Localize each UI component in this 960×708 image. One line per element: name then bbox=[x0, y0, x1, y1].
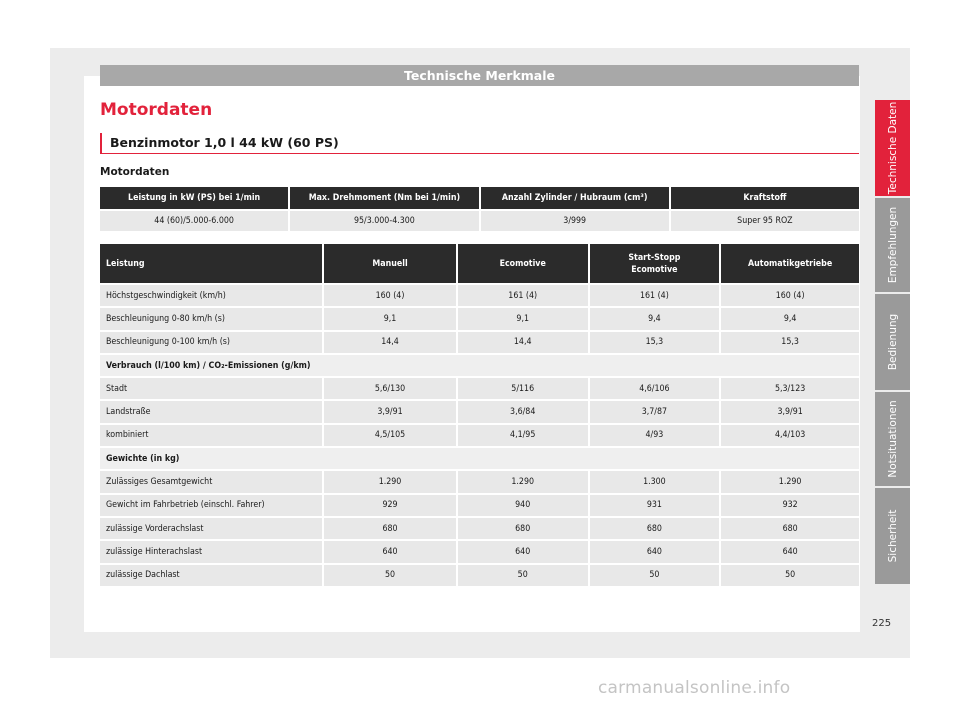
table-cell: 15,3 bbox=[590, 332, 720, 353]
side-tab-label: Sicherheit bbox=[886, 509, 899, 563]
table-cell: 161 (4) bbox=[458, 285, 588, 306]
table-cell: 3,9/91 bbox=[324, 401, 456, 422]
side-tab-bedienung[interactable] bbox=[875, 294, 910, 390]
side-tab-technische-daten[interactable] bbox=[875, 100, 910, 196]
engine-header-power: Leistung in kW (PS) bei 1/min bbox=[100, 187, 288, 209]
table-row bbox=[100, 211, 859, 231]
table-cell: 9,1 bbox=[324, 308, 456, 329]
side-tab-sicherheit[interactable] bbox=[875, 488, 910, 584]
table-cell: 3,6/84 bbox=[458, 401, 588, 422]
performance-table-header-row bbox=[100, 244, 859, 283]
engine-fuel-value: Super 95 ROZ bbox=[671, 211, 859, 231]
perf-header-leistung: Leistung bbox=[100, 244, 322, 283]
table-cell: 1.290 bbox=[458, 471, 588, 492]
engine-torque-value: 95/3.000-4.300 bbox=[290, 211, 478, 231]
group-row-weights bbox=[100, 448, 859, 469]
side-tab-label: Bedienung bbox=[886, 313, 899, 371]
table-cell: 9,4 bbox=[721, 308, 859, 329]
watermark-text: carmanualsonline.info bbox=[598, 678, 791, 698]
row-label: Beschleunigung 0-80 km/h (s) bbox=[100, 308, 322, 329]
table-cell: 1.300 bbox=[590, 471, 720, 492]
table-row bbox=[100, 518, 859, 539]
row-label: zulässige Hinterachslast bbox=[100, 541, 322, 562]
side-tab-label: Notsituationen bbox=[886, 400, 899, 478]
side-tab-empfehlungen[interactable] bbox=[875, 198, 910, 292]
side-tab-label: Empfehlungen bbox=[886, 206, 899, 284]
perf-header-start-stopp-label: Start-Stopp Ecomotive bbox=[628, 252, 681, 275]
engine-power-value: 44 (60)/5.000-6.000 bbox=[100, 211, 288, 231]
table-cell: 680 bbox=[721, 518, 859, 539]
group-label-weights: Gewichte (in kg) bbox=[100, 448, 859, 469]
table-cell: 4,4/103 bbox=[721, 425, 859, 446]
table-row bbox=[100, 308, 859, 329]
chapter-header: Technische Merkmale bbox=[100, 65, 859, 86]
table-cell: 680 bbox=[324, 518, 456, 539]
perf-header-ecomotive: Ecomotive bbox=[458, 244, 588, 283]
table-cell: 15,3 bbox=[721, 332, 859, 353]
table-cell: 640 bbox=[458, 541, 588, 562]
side-tab-notsituationen[interactable] bbox=[875, 392, 910, 486]
table-cell: 160 (4) bbox=[324, 285, 456, 306]
table-cell: 932 bbox=[721, 495, 859, 516]
engine-table bbox=[98, 185, 861, 233]
table-cell: 14,4 bbox=[324, 332, 456, 353]
section-label: Motordaten bbox=[100, 166, 170, 178]
table-cell: 5/116 bbox=[458, 378, 588, 399]
perf-header-start-stopp bbox=[590, 244, 720, 283]
engine-header-cylinders: Anzahl Zylinder / Hubraum (cm³) bbox=[481, 187, 669, 209]
table-cell: 160 (4) bbox=[721, 285, 859, 306]
perf-header-manuell: Manuell bbox=[324, 244, 456, 283]
engine-header-fuel: Kraftstoff bbox=[671, 187, 859, 209]
table-row bbox=[100, 471, 859, 492]
subtitle-block bbox=[100, 133, 859, 154]
row-label: Landstraße bbox=[100, 401, 322, 422]
table-cell: 4/93 bbox=[590, 425, 720, 446]
table-cell: 640 bbox=[324, 541, 456, 562]
page-number: 225 bbox=[872, 618, 892, 629]
side-tab-label: Technische Daten bbox=[886, 101, 899, 195]
row-label: Zulässiges Gesamtgewicht bbox=[100, 471, 322, 492]
table-cell: 4,1/95 bbox=[458, 425, 588, 446]
table-cell: 4,5/105 bbox=[324, 425, 456, 446]
table-cell: 1.290 bbox=[721, 471, 859, 492]
performance-table bbox=[98, 242, 861, 588]
table-cell: 640 bbox=[721, 541, 859, 562]
table-cell: 931 bbox=[590, 495, 720, 516]
engine-subtitle: Benzinmotor 1,0 l 44 kW (60 PS) bbox=[110, 135, 339, 150]
table-cell: 680 bbox=[458, 518, 588, 539]
table-cell: 9,4 bbox=[590, 308, 720, 329]
page-title: Motordaten bbox=[100, 100, 213, 120]
row-label: zulässige Vorderachslast bbox=[100, 518, 322, 539]
table-cell: 161 (4) bbox=[590, 285, 720, 306]
table-cell: 680 bbox=[590, 518, 720, 539]
engine-header-torque: Max. Drehmoment (Nm bei 1/min) bbox=[290, 187, 478, 209]
table-row bbox=[100, 332, 859, 353]
table-row bbox=[100, 565, 859, 586]
table-cell: 940 bbox=[458, 495, 588, 516]
table-cell: 1.290 bbox=[324, 471, 456, 492]
row-label: Beschleunigung 0-100 km/h (s) bbox=[100, 332, 322, 353]
table-cell: 640 bbox=[590, 541, 720, 562]
row-label: Gewicht im Fahrbetrieb (einschl. Fahrer) bbox=[100, 495, 322, 516]
perf-header-automatik: Automatikgetriebe bbox=[721, 244, 859, 283]
table-cell: 50 bbox=[721, 565, 859, 586]
table-row bbox=[100, 425, 859, 446]
table-cell: 50 bbox=[590, 565, 720, 586]
row-label: kombiniert bbox=[100, 425, 322, 446]
table-cell: 4,6/106 bbox=[590, 378, 720, 399]
row-label: Höchstgeschwindigkeit (km/h) bbox=[100, 285, 322, 306]
table-row bbox=[100, 378, 859, 399]
engine-cylinders-value: 3/999 bbox=[481, 211, 669, 231]
table-cell: 14,4 bbox=[458, 332, 588, 353]
engine-table-header-row bbox=[100, 187, 859, 209]
row-label: Stadt bbox=[100, 378, 322, 399]
table-cell: 3,7/87 bbox=[590, 401, 720, 422]
table-cell: 50 bbox=[324, 565, 456, 586]
table-cell: 5,6/130 bbox=[324, 378, 456, 399]
table-row bbox=[100, 401, 859, 422]
table-cell: 5,3/123 bbox=[721, 378, 859, 399]
group-label-consumption: Verbrauch (l/100 km) / CO₂-Emissionen (g/km) bbox=[100, 355, 859, 376]
row-label: zulässige Dachlast bbox=[100, 565, 322, 586]
table-row bbox=[100, 285, 859, 306]
table-cell: 929 bbox=[324, 495, 456, 516]
table-cell: 50 bbox=[458, 565, 588, 586]
table-row bbox=[100, 541, 859, 562]
group-row-consumption bbox=[100, 355, 859, 376]
table-row bbox=[100, 495, 859, 516]
table-cell: 9,1 bbox=[458, 308, 588, 329]
table-cell: 3,9/91 bbox=[721, 401, 859, 422]
